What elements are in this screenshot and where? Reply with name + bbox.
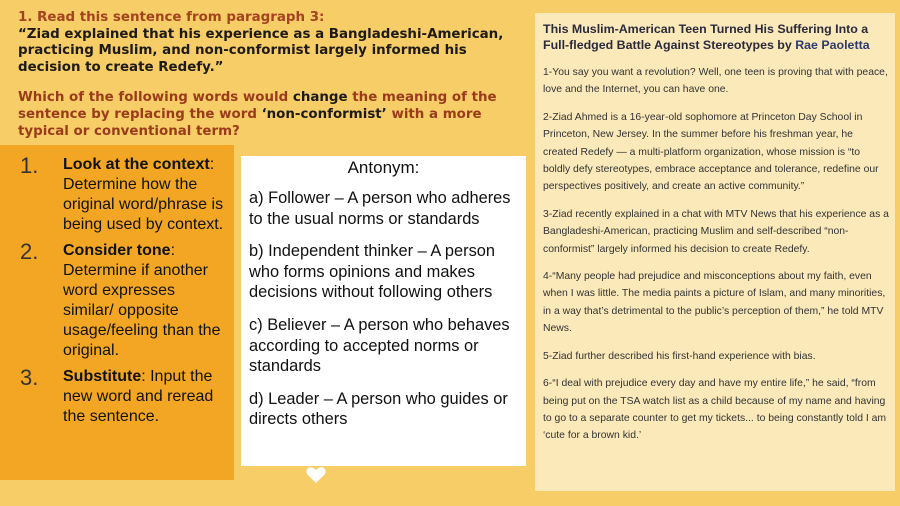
question-block xyxy=(18,10,508,140)
article-paragraph: 3-Ziad recently explained in a chat with MTV News that his experience as a Bangladeshi-American, practicing Muslim and self-described “non-conformist” largely informed his decision to create Redefy. xyxy=(543,208,889,255)
step-number: 3. xyxy=(20,365,39,390)
article-paragraph: 1-You say you want a revolution? Well, one teen is proving that with peace, love and the Internet, you can have one. xyxy=(543,67,888,96)
prompt-change: change xyxy=(292,90,348,106)
step-heading: Consider tone xyxy=(63,242,171,259)
prompt-word: ‘non-conformist’ xyxy=(261,106,387,122)
article-paragraph: 6-“I deal with prejudice every day and have my entire life,” he said, “from being put on the TSA watch list as a child because of my name and having to go to a separate counter to get my tickets... to being constantly told I am ‘cute for a brown kid.’ xyxy=(543,378,887,442)
question-quote: “Ziad explained that his experience as a Bangladeshi-American, practicing Muslim, and non-conformist largely informed his decision to create Redefy.” xyxy=(18,26,504,75)
article-title xyxy=(543,21,889,53)
antonym-card xyxy=(241,156,526,466)
answer-option-c[interactable]: c) Believer – A person who behaves according to accepted norms or standards xyxy=(249,315,510,376)
step-text xyxy=(63,367,228,427)
step-heading: Look at the context xyxy=(63,156,210,173)
question-number: 1. Read this sentence from paragraph 3: xyxy=(18,10,325,25)
answer-option-d[interactable]: d) Leader – A person who guides or directs others xyxy=(249,389,508,429)
step-number: 1. xyxy=(20,153,39,178)
step-item xyxy=(20,155,228,235)
article-paragraph: 2-Ziad Ahmed is a 16-year-old sophomore at Princeton Day School in Princeton, New Jersey. In the summer before his freshman year, he created Redefy — a multi-platform organization, whose mission is “to boldly defy stereotypes, embrace acceptance and tolerance, redefine our perspectives positively, and create an active community.” xyxy=(543,111,879,193)
strategy-steps-panel xyxy=(0,145,234,480)
antonym-title: Antonym: xyxy=(347,158,420,177)
step-description: : Determine how the original word/phrase is being used by context. xyxy=(63,156,224,233)
answer-option-b[interactable]: b) Independent thinker – A person who forms opinions and makes decisions without following others xyxy=(249,242,496,302)
step-description: : Determine if another word expresses similar/ opposite usage/feeling than the original. xyxy=(63,242,221,359)
answer-option-a[interactable]: a) Follower – A person who adheres to the usual norms or standards xyxy=(249,189,511,228)
step-text xyxy=(63,241,228,361)
article-author: Rae Paoletta xyxy=(795,38,870,52)
step-text xyxy=(63,155,228,235)
prompt-part1: Which of the following words would xyxy=(18,90,293,106)
prompt-part2: the meaning of the sentence by replacing the word xyxy=(18,90,497,122)
article-paragraph: 4-“Many people had prejudice and misconceptions about my faith, even when I was little. The media paints a picture of Islam, and many minorities, in a way that’s detrimental to the public’s perception of them,” he told MTV News. xyxy=(543,271,886,335)
step-description: : Input the new word and reread the sentence. xyxy=(63,368,214,425)
prompt-part3: with a more typical or conventional term? xyxy=(18,106,482,139)
step-item xyxy=(20,241,228,361)
question-prompt xyxy=(18,90,508,140)
step-heading: Substitute xyxy=(63,368,142,385)
heart-icon xyxy=(305,463,327,485)
article-headline: This Muslim-American Teen Turned His Suffering Into a Full-fledged Battle Against Stereotypes by xyxy=(543,22,869,52)
step-item xyxy=(20,367,228,427)
step-number: 2. xyxy=(20,239,39,264)
article-panel xyxy=(535,13,895,491)
article-paragraph: 5-Ziad further described his first-hand experience with bias. xyxy=(543,350,816,362)
